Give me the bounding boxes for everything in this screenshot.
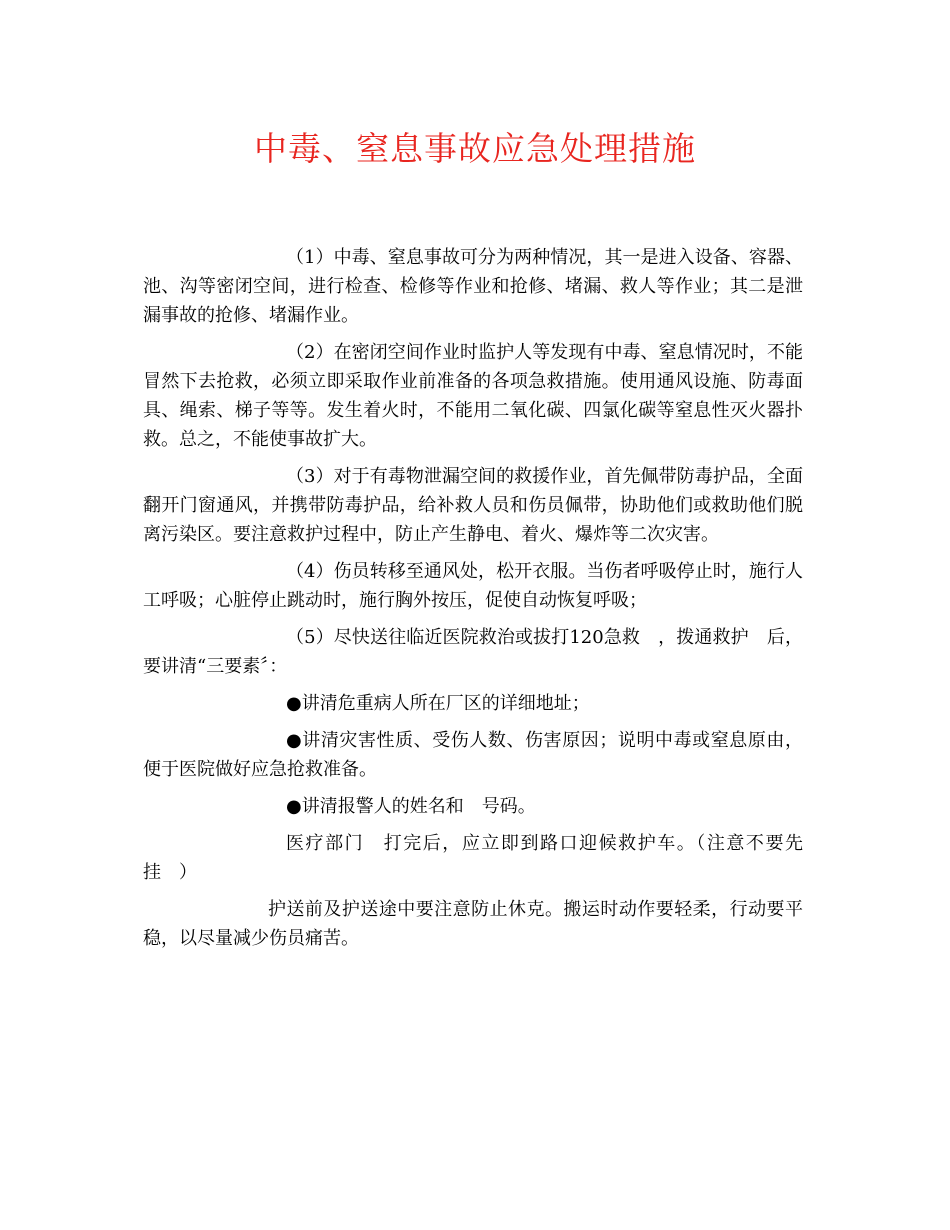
paragraph-1: （1）中毒、窒息事故可分为两种情况，其一是进入设备、容器、池、沟等密闭空间，进行检查、检修等作业和抢修、堵漏、救人等作业；其二是泄漏事故的抢修、堵漏作业。 (143, 247, 803, 326)
paragraph-medical-dept: 医疗部门 打完后，应立即到路口迎候救护车。（注意不要先挂 ） (143, 833, 803, 883)
paragraph-3: （3）对于有毒物泄漏空间的救援作业，首先佩带防毒护品，全面翻开门窗通风，并携带防毒护品，给补救人员和伤员佩带，协助他们或救助他们脱离污染区。要注意救护过程中，防止产生静电、着火、爆炸等二次灾害。 (143, 466, 803, 545)
paragraph-transport: 护送前及护送途中要注意防止休克。搬运时动作要轻柔，行动要平稳，以尽量减少伤员痛苦。 (143, 899, 803, 949)
document-title: 中毒、窒息事故应急处理措施 (254, 129, 696, 168)
paragraph-5: （5）尽快送往临近医院救治或拔打120急救 ，拨通救护 后，要讲清“三要素〞： (143, 627, 803, 677)
bullet-item-reporter: ●讲清报警人的姓名和 号码。 (286, 796, 536, 817)
paragraph-4: （4）伤员转移至通风处，松开衣服。当伤者呼吸停止时，施行人工呼吸；心脏停止跳动时，施行胸外按压，促使自动恢复呼吸； (143, 561, 803, 611)
paragraph-2: （2）在密闭空间作业时监护人等发现有中毒、窒息情况时，不能冒然下去抢救，必须立即采取作业前准备的各项急救措施。使用通风设施、防毒面具、绳索、梯子等等。发生着火时，不能用二氧化碳、四氯化碳等窒息性灭火器扑救。总之，不能使事故扩大。 (143, 342, 803, 450)
document-body (143, 243, 803, 961)
bullet-item-address: ●讲清危重病人所在厂区的详细地址； (286, 693, 590, 714)
bullet-item-hazard: ●讲清灾害性质、受伤人数、伤害原因；说明中毒或窒息原由，便于医院做好应急抢救准备。 (143, 730, 803, 780)
